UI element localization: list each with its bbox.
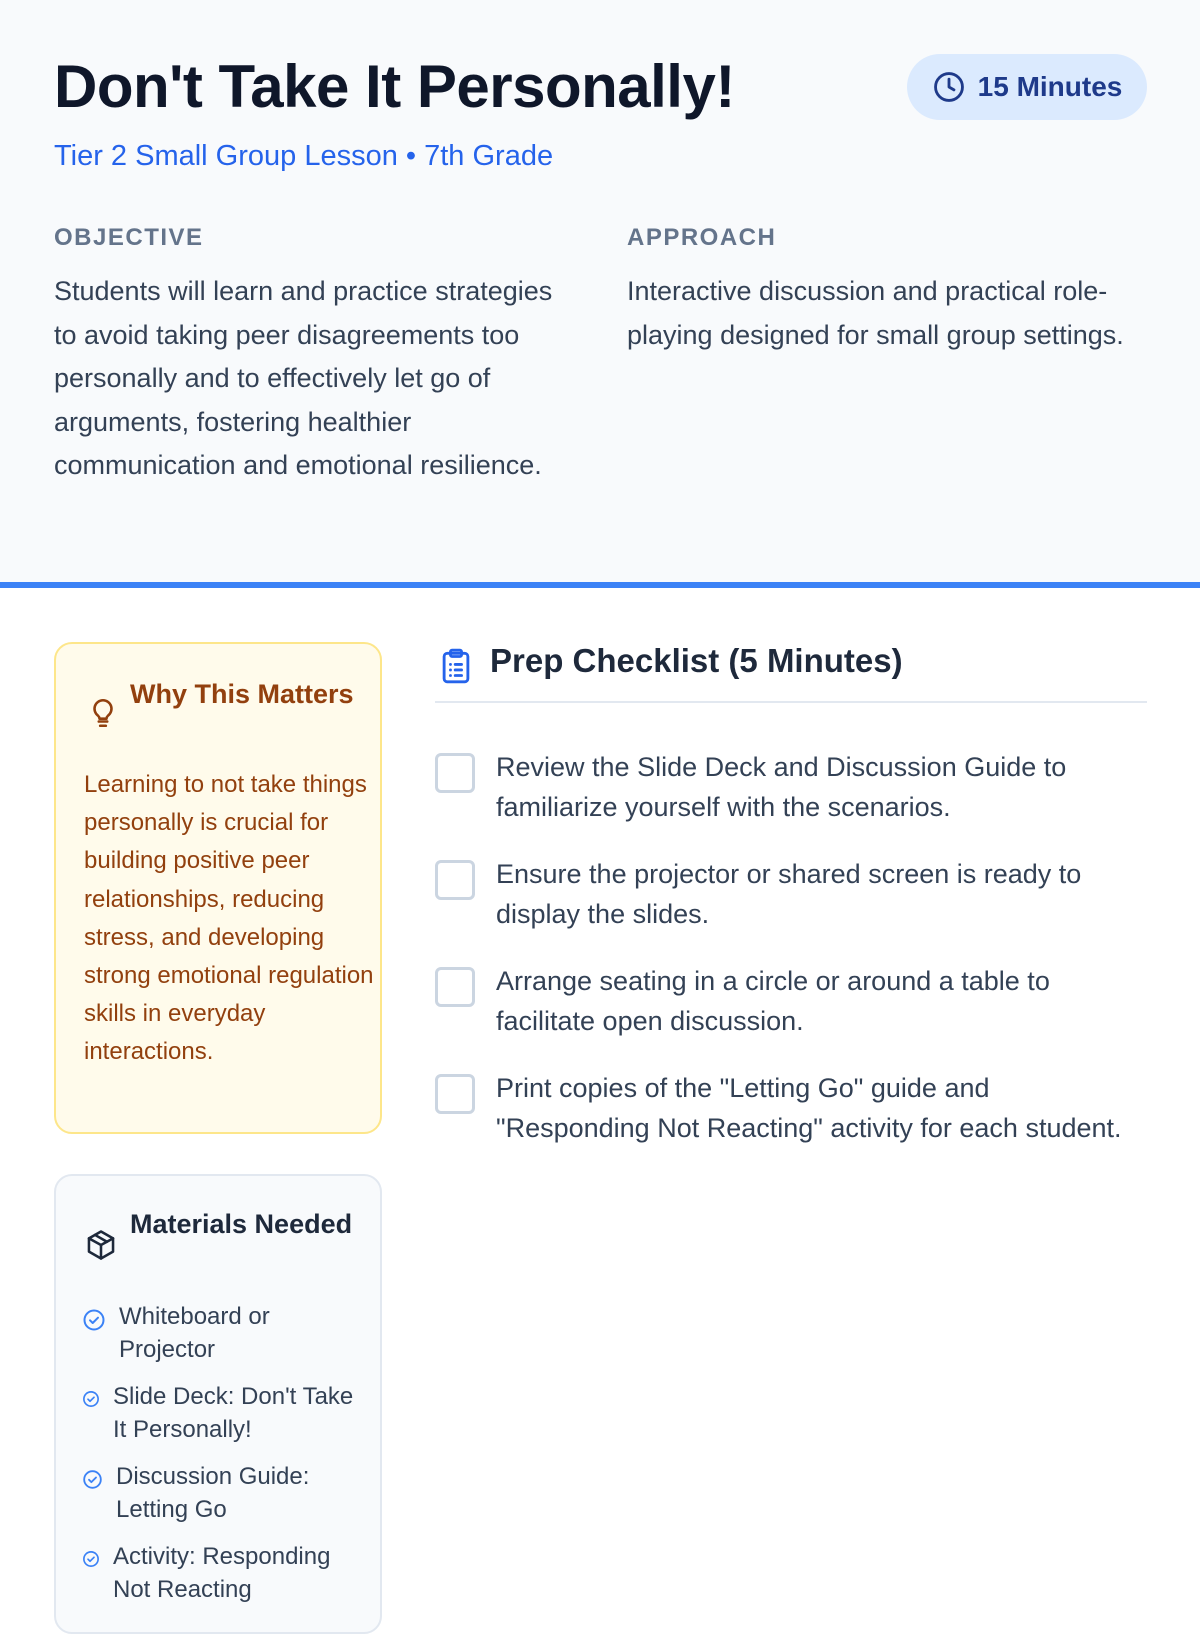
check-circle-icon — [82, 1550, 100, 1568]
materials-item-text: Whiteboard or Projector — [119, 1303, 270, 1363]
materials-list-item — [82, 1300, 362, 1366]
materials-item-text: Activity: Responding Not Reacting — [113, 1543, 331, 1603]
materials-needed-card — [54, 1174, 382, 1634]
approach-label: APPROACH — [627, 224, 777, 251]
lesson-header — [0, 0, 1200, 582]
materials-card-title: Materials Needed — [130, 1209, 353, 1239]
why-card-body: Learning to not take things personally is crucial for building positive peer relationships, reducing stress, and developing strong emotional regulation skills in everyday interactions. — [84, 771, 374, 1066]
clipboard-list-icon — [437, 646, 475, 686]
checklist-item[interactable] — [435, 854, 1147, 944]
header-divider — [0, 582, 1200, 588]
materials-item-text: Slide Deck: Don't Take It Personally! — [113, 1383, 354, 1443]
materials-list-item — [82, 1380, 368, 1446]
checklist-item-text: Review the Slide Deck and Discussion Guide to familiarize yourself with the scenarios. — [496, 752, 1067, 822]
materials-item-text: Discussion Guide: Letting Go — [116, 1463, 310, 1523]
check-circle-icon — [82, 1308, 106, 1332]
why-this-matters-card — [54, 642, 382, 1134]
checklist-item-text: Ensure the projector or shared screen is ready to display the slides. — [496, 859, 1082, 929]
checklist-item[interactable] — [435, 961, 1147, 1051]
materials-list-item — [82, 1460, 368, 1526]
lesson-subtitle: Tier 2 Small Group Lesson • 7th Grade — [54, 140, 554, 172]
check-circle-icon — [82, 1469, 103, 1490]
materials-list-item — [82, 1540, 372, 1606]
checklist-item-text: Print copies of the "Letting Go" guide and "Responding Not Reacting" activity for each student. — [496, 1073, 1122, 1143]
prep-checklist-title: Prep Checklist (5 Minutes) — [490, 642, 903, 679]
package-icon — [84, 1228, 118, 1262]
duration-badge — [907, 54, 1147, 120]
checklist-checkbox[interactable] — [435, 860, 475, 900]
objective-text: Students will learn and practice strategies to avoid taking peer disagreements too personally and to effectively let go of arguments, fostering healthier communication and emotional resilience. — [54, 276, 553, 480]
lightbulb-icon — [86, 696, 120, 730]
check-circle-icon — [82, 1390, 100, 1408]
why-card-title: Why This Matters — [130, 679, 354, 709]
checklist-item-text: Arrange seating in a circle or around a table to facilitate open discussion. — [496, 966, 1050, 1036]
duration-text: 15 Minutes — [977, 71, 1123, 102]
page-title: Don't Take It Personally! — [54, 53, 735, 120]
checklist-checkbox[interactable] — [435, 967, 475, 1007]
approach-text: Interactive discussion and practical role-playing designed for small group settings. — [627, 276, 1124, 350]
clock-icon — [932, 70, 966, 104]
checklist-checkbox[interactable] — [435, 753, 475, 793]
section-divider — [435, 701, 1147, 703]
checklist-item[interactable] — [435, 1068, 1147, 1198]
checklist-checkbox[interactable] — [435, 1074, 475, 1114]
checklist-item[interactable] — [435, 747, 1147, 837]
objective-label: OBJECTIVE — [54, 224, 204, 251]
